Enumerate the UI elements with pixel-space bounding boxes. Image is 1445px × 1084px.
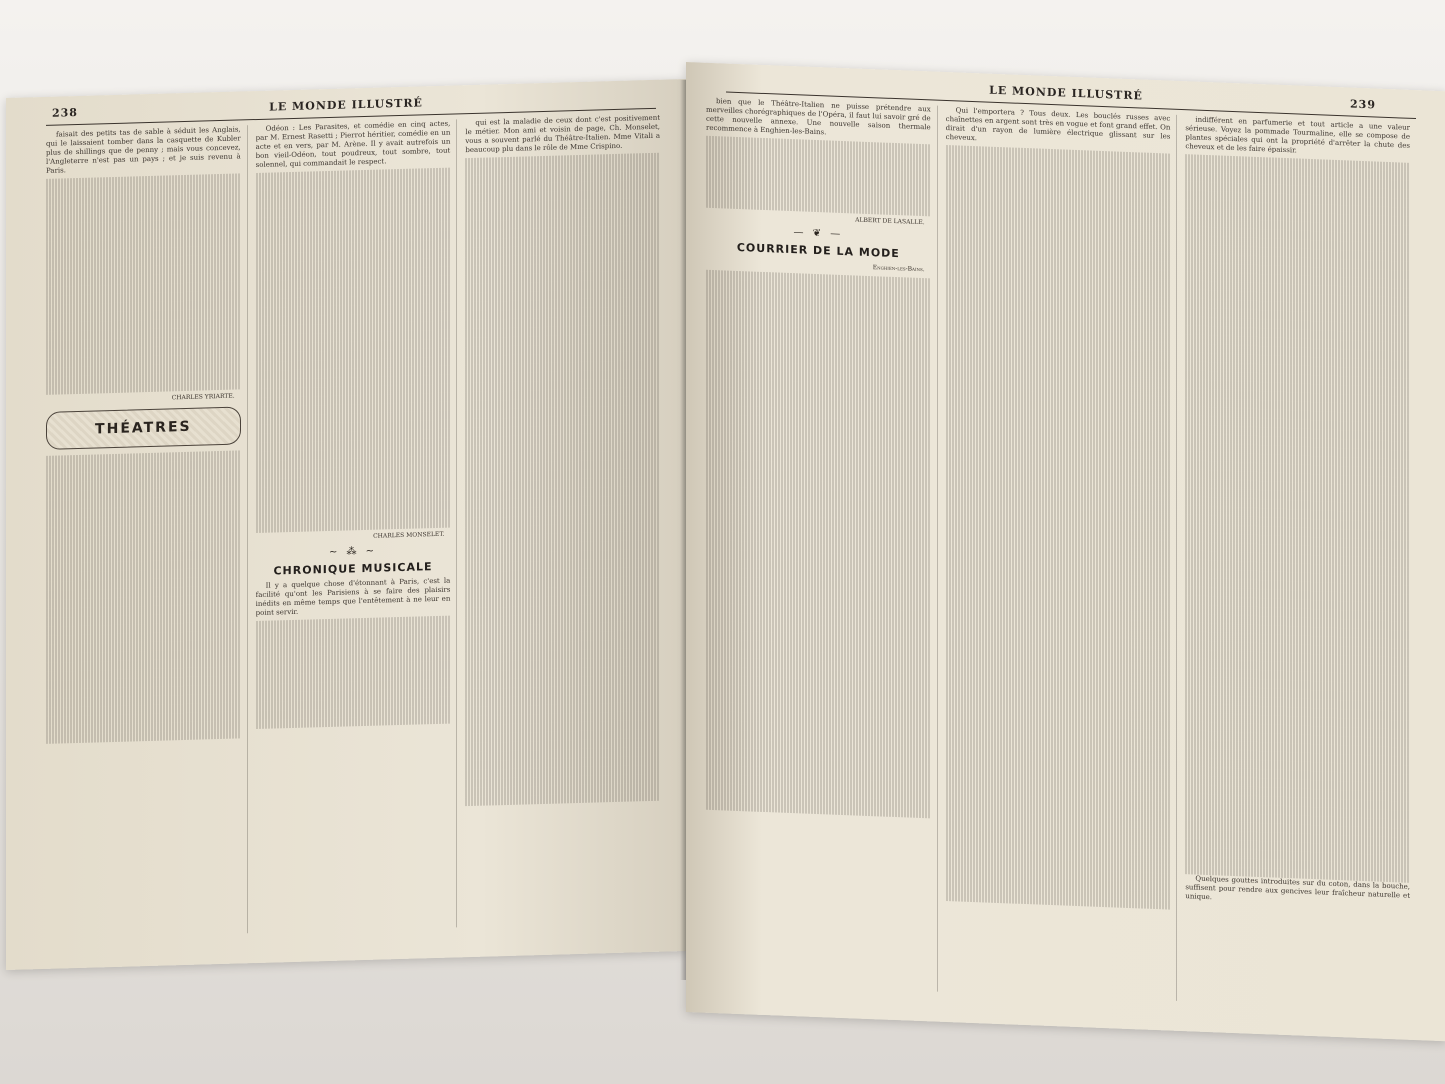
right-running-title: LE MONDE ILLUSTRÉ <box>989 83 1143 103</box>
left-col4-paragraph: qui est la maladie de ceux dont c'est positivement le métier. Mon ami et voisin de page, Ch. Monselet, vous a souvent parlé du Théâtre-Italien. Mme Vitali a beaucoup plu dans le rôle de Mme Crispino. <box>465 113 661 155</box>
right-col3-paragraph: indifférent en parfumerie et tout article a une valeur sérieuse. Voyez la pommade Tourmaline, elle se compose de plantes spéciales qui ont la propriété d'arrêter la chute des cheveux et de les faire épaissir. <box>1185 115 1411 155</box>
right-page <box>686 62 1445 1041</box>
right-col1-paragraph: bien que le Théâtre-Italien ne puisse prétendre aux merveilles chorégraphiques de l'Opéra, il faut lui savoir gré de cette nouvelle annexe. Une nouvelle saison thermale recommence à Enghien-les-Bains. <box>706 97 931 137</box>
right-column-2 <box>946 106 1178 1001</box>
right-column-1 <box>706 97 938 992</box>
courrier-mode-heading: COURRIER DE LA MODE <box>736 240 900 261</box>
right-ornament: — ❦ — <box>793 227 844 241</box>
left-page-number: 238 <box>52 105 78 120</box>
left-signature-1: CHARLES YRIARTE. <box>171 392 235 402</box>
left-column-1 <box>46 125 248 939</box>
left-signature-2: CHARLES MONSELET. <box>373 530 445 540</box>
right-page-number: 239 <box>1350 97 1376 112</box>
theatres-banner: THÉATRES <box>46 406 241 449</box>
left-page <box>6 79 686 970</box>
ornament-divider: ~ ⁂ ~ <box>328 545 378 558</box>
left-col1-paragraph: faisait des petits tas de sable à séduit les Anglais, qui le laissaient tomber dans la casquette de Kubler plus de shillings que de penny ; mais vous concevez, l'Angleterre n'est pas un pays ; et je suis revenu à Paris. <box>46 125 241 175</box>
left-columns <box>46 114 666 939</box>
right-columns <box>706 97 1416 1010</box>
left-column-2 <box>256 119 458 933</box>
left-column-3 <box>465 114 666 928</box>
left-col2-paragraph: Odéon : Les Parasites, et comédie en cinq actes, par M. Ernest Rasetti ; Pierrot héritier, comédie en un acte et en vers, par M. Arène. Il y avait autrefois un bon vieil-Odéon, tout poudreux, tout sombre, tout solennel, qui commandait le respect. <box>255 119 451 170</box>
left-running-title: LE MONDE ILLUSTRÉ <box>269 96 423 114</box>
chronique-musicale-heading: CHRONIQUE MUSICALE <box>273 560 433 578</box>
right-col2-paragraph: Qui l'emportera ? Tous deux. Les bouclés russes avec chaînettes en argent sont très en vogue et font grand effet. On dirait d'un rayon de lumière électrique glissant sur les cheveux. <box>945 106 1171 143</box>
left-col3-paragraph: Il y a quelque chose d'étonnant à Paris, c'est la facilité qu'ont les Parisiens à se faire des plaisirs inédits en même temps que l'entêtement à ne leur en point servir. <box>255 576 451 618</box>
right-signature: ALBERT DE LASALLE. <box>855 216 925 227</box>
dateline: Enghien-les-Bains. <box>872 264 925 274</box>
right-col4-paragraph: Quelques gouttes introduites sur du coton, dans la bouche, suffisent pour rendre aux gencives leur fraîcheur naturelle et unique. <box>1185 874 1411 902</box>
right-column-3 <box>1185 115 1416 1010</box>
